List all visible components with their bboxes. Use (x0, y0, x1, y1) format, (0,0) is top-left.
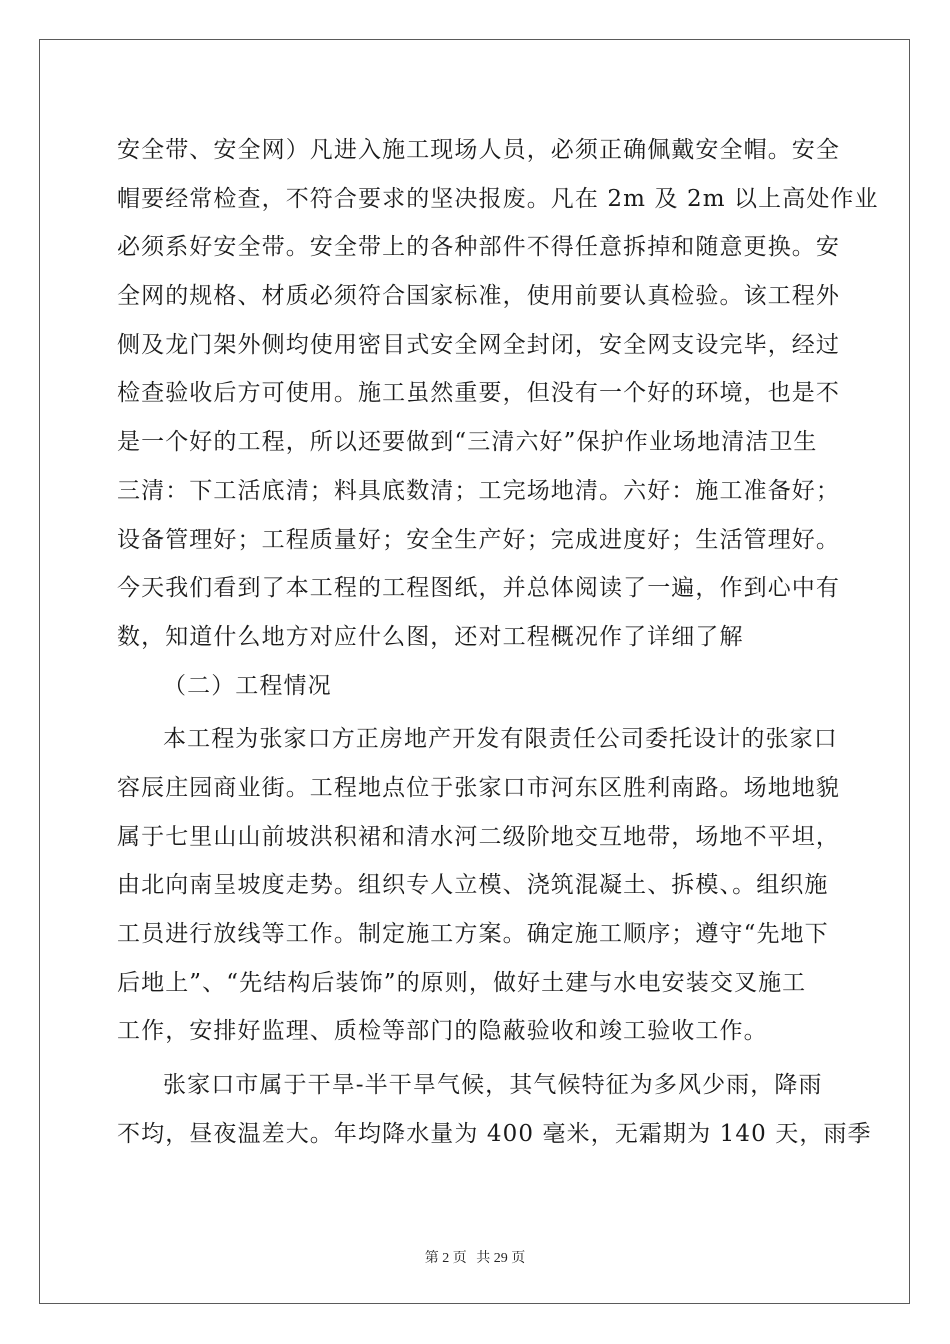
body-line: 由北向南呈坡度走势。组织专人立模、浇筑混凝土、拆模、。组织施 (117, 872, 829, 899)
paragraph-start-line: 张家口市属于干旱-半干旱气候，其气候特征为多风少雨，降雨 (163, 1072, 823, 1099)
body-line: 数，知道什么地方对应什么图，还对工程概况作了详细了解 (117, 623, 744, 650)
body-line: 今天我们看到了本工程的工程图纸，并总体阅读了一遍，作到心中有 (117, 575, 840, 602)
document-body (117, 126, 879, 1158)
page-total: 共 29 页 (476, 1251, 526, 1266)
body-line: 后地上”、“先结构后装饰”的原则，做好土建与水电安装交叉施工 (117, 969, 807, 996)
body-line: 三清：下工活底清；料具底数清；工完场地清。六好：施工准备好； (117, 477, 840, 504)
body-line: 不均，昼夜温差大。年均降水量为 400 毫米，无霜期为 140 天，雨季 (117, 1120, 872, 1147)
body-line: 侧及龙门架外侧均使用密目式安全网全封闭，安全网支设完毕，经过 (117, 331, 840, 358)
body-line: 工作，安排好监理、质检等部门的隐蔽验收和竣工验收工作。 (117, 1018, 768, 1045)
body-line: 是一个好的工程，所以还要做到“三清六好”保护作业场地清洁卫生 (117, 429, 818, 456)
body-line: 容辰庄园商业街。工程地点位于张家口市河东区胜利南路。场地地貌 (117, 774, 840, 801)
body-line: 帽要经常检查，不符合要求的坚决报废。凡在 2m 及 2m 以上高处作业 (117, 185, 879, 212)
body-line: 安全带、安全网）凡进入施工现场人员，必须正确佩戴安全帽。安全 (117, 137, 840, 163)
section-heading: （二）工程情况 (163, 672, 332, 699)
body-line: 工员进行放线等工作。制定施工方案。确定施工顺序；遵守“先地下 (117, 921, 829, 947)
page-footer (0, 1247, 950, 1267)
page-number: 第 2 页 (424, 1251, 467, 1266)
paragraph-start-line: 本工程为张家口方正房地产开发有限责任公司委托设计的张家口 (163, 726, 838, 753)
body-line: 必须系好安全带。安全带上的各种部件不得任意拆掉和随意更换。安 (117, 234, 840, 261)
body-line: 全网的规格、材质必须符合国家标准，使用前要认真检验。该工程外 (117, 283, 840, 310)
body-line: 设备管理好；工程质量好；安全生产好；完成进度好；生活管理好。 (117, 526, 840, 553)
body-line: 检查验收后方可使用。施工虽然重要，但没有一个好的环境，也是不 (117, 380, 840, 407)
body-line: 属于七里山山前坡洪积裙和清水河二级阶地交互地带，场地不平坦， (117, 823, 840, 850)
